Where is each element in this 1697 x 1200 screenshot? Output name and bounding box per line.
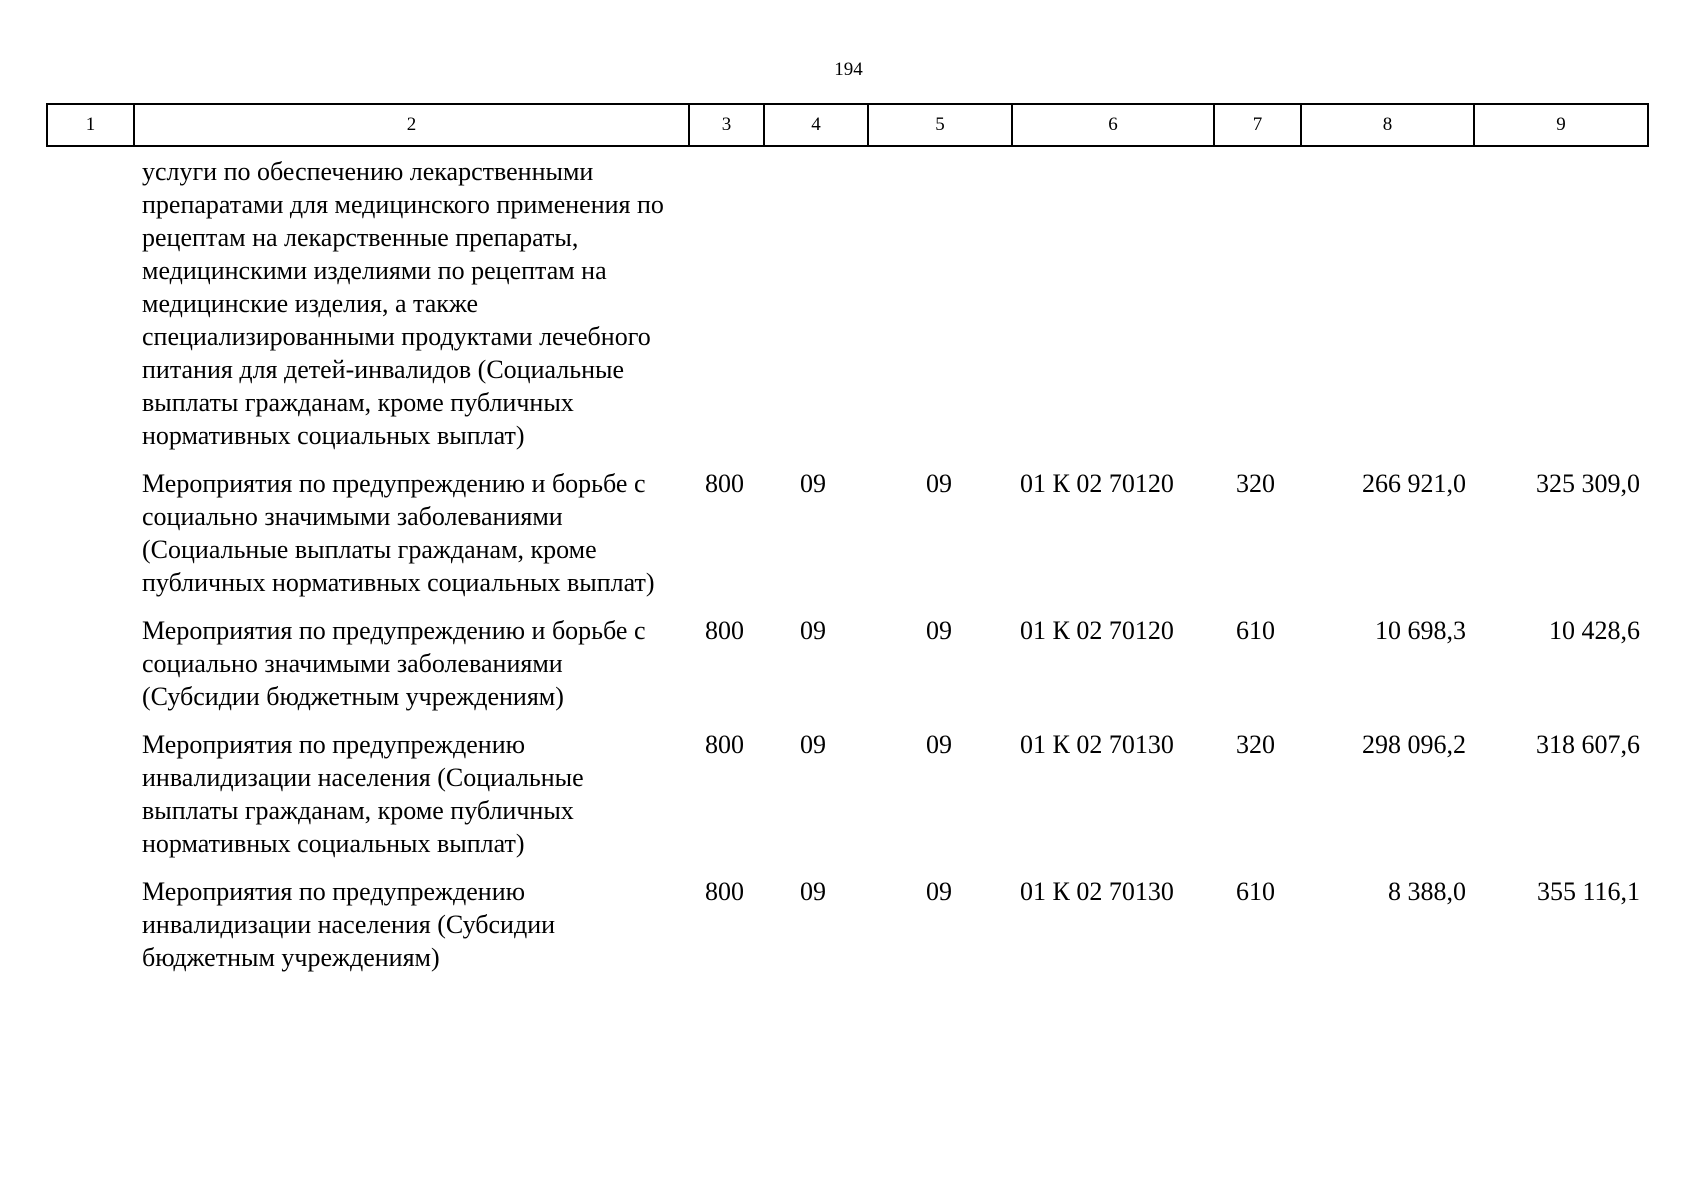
description-cell: услуги по обеспечению лекарственными препаратами для медицинского применения по рецептам на лекарственные препараты, медицинскими изделиями по рецептам на медицинские изделия, а также специализированными продуктами лечебного питания для детей-инвалидов (Социальные выплаты гражданам, кроме публичных нормативных социальных выплат) bbox=[142, 157, 664, 450]
section-code-cell: 09 bbox=[800, 469, 826, 498]
header-col-1: 1 bbox=[47, 104, 134, 146]
header-col-8: 8 bbox=[1301, 104, 1474, 146]
amount-col9-cell: 318 607,6 bbox=[1536, 730, 1640, 759]
header-col-7: 7 bbox=[1214, 104, 1301, 146]
table-row bbox=[47, 467, 1648, 614]
amount-col8-cell: 298 096,2 bbox=[1362, 730, 1466, 759]
row-number-cell bbox=[47, 875, 134, 989]
amount-col9-cell: 10 428,6 bbox=[1549, 616, 1640, 645]
target-article-cell: 01 К 02 70120 bbox=[1020, 616, 1174, 645]
row-number-cell bbox=[47, 728, 134, 875]
section-code-cell: 09 bbox=[800, 877, 826, 906]
header-col-9: 9 bbox=[1474, 104, 1648, 146]
table-row bbox=[47, 728, 1648, 875]
description-cell: Мероприятия по предупреждению и борьбе с социально значимыми заболеваниями (Социальные выплаты гражданам, кроме публичных нормативных социальных выплат) bbox=[142, 469, 655, 597]
expense-type-cell: 610 bbox=[1236, 877, 1275, 906]
ministry-code-cell: 800 bbox=[705, 469, 744, 498]
target-article-cell: 01 К 02 70130 bbox=[1020, 877, 1174, 906]
amount-col8-cell bbox=[1301, 146, 1474, 467]
ministry-code-cell bbox=[689, 146, 764, 467]
amount-col8-cell: 266 921,0 bbox=[1362, 469, 1466, 498]
table-row bbox=[47, 614, 1648, 728]
section-code-cell: 09 bbox=[800, 616, 826, 645]
section-code-cell bbox=[764, 146, 868, 467]
target-article-cell: 01 К 02 70130 bbox=[1020, 730, 1174, 759]
subsection-code-cell: 09 bbox=[926, 730, 952, 759]
header-col-3: 3 bbox=[689, 104, 764, 146]
amount-col8-cell: 10 698,3 bbox=[1375, 616, 1466, 645]
description-cell: Мероприятия по предупреждению инвалидизации населения (Субсидии бюджетным учреждениям) bbox=[142, 877, 556, 972]
subsection-code-cell: 09 bbox=[926, 616, 952, 645]
subsection-code-cell: 09 bbox=[926, 469, 952, 498]
expense-type-cell: 610 bbox=[1236, 616, 1275, 645]
amount-col9-cell: 355 116,1 bbox=[1536, 877, 1640, 906]
row-number-cell bbox=[47, 614, 134, 728]
table-body bbox=[47, 146, 1648, 989]
header-col-5: 5 bbox=[868, 104, 1012, 146]
table-row bbox=[47, 146, 1648, 467]
row-number-cell bbox=[47, 146, 134, 467]
expense-type-cell: 320 bbox=[1236, 730, 1275, 759]
amount-col9-cell: 325 309,0 bbox=[1536, 469, 1640, 498]
ministry-code-cell: 800 bbox=[705, 616, 744, 645]
amount-col8-cell: 8 388,0 bbox=[1388, 877, 1466, 906]
header-col-6: 6 bbox=[1012, 104, 1214, 146]
ministry-code-cell: 800 bbox=[705, 730, 744, 759]
expense-type-cell: 320 bbox=[1236, 469, 1275, 498]
description-cell: Мероприятия по предупреждению и борьбе с социально значимыми заболеваниями (Субсидии бюджетным учреждениям) bbox=[142, 616, 646, 711]
table-header bbox=[47, 104, 1648, 146]
row-number-cell bbox=[47, 467, 134, 614]
section-code-cell: 09 bbox=[800, 730, 826, 759]
header-row bbox=[47, 104, 1648, 146]
ministry-code-cell: 800 bbox=[705, 877, 744, 906]
page-number: 194 bbox=[834, 59, 863, 80]
expense-type-cell bbox=[1214, 146, 1301, 467]
amount-col9-cell bbox=[1474, 146, 1648, 467]
description-cell: Мероприятия по предупреждению инвалидизации населения (Социальные выплаты гражданам, кроме публичных нормативных социальных выплат) bbox=[142, 730, 584, 858]
budget-table bbox=[46, 103, 1649, 989]
header-col-2: 2 bbox=[134, 104, 689, 146]
target-article-cell bbox=[1012, 146, 1214, 467]
subsection-code-cell: 09 bbox=[926, 877, 952, 906]
table-row bbox=[47, 875, 1648, 989]
header-col-4: 4 bbox=[764, 104, 868, 146]
target-article-cell: 01 К 02 70120 bbox=[1020, 469, 1174, 498]
subsection-code-cell bbox=[868, 146, 1012, 467]
